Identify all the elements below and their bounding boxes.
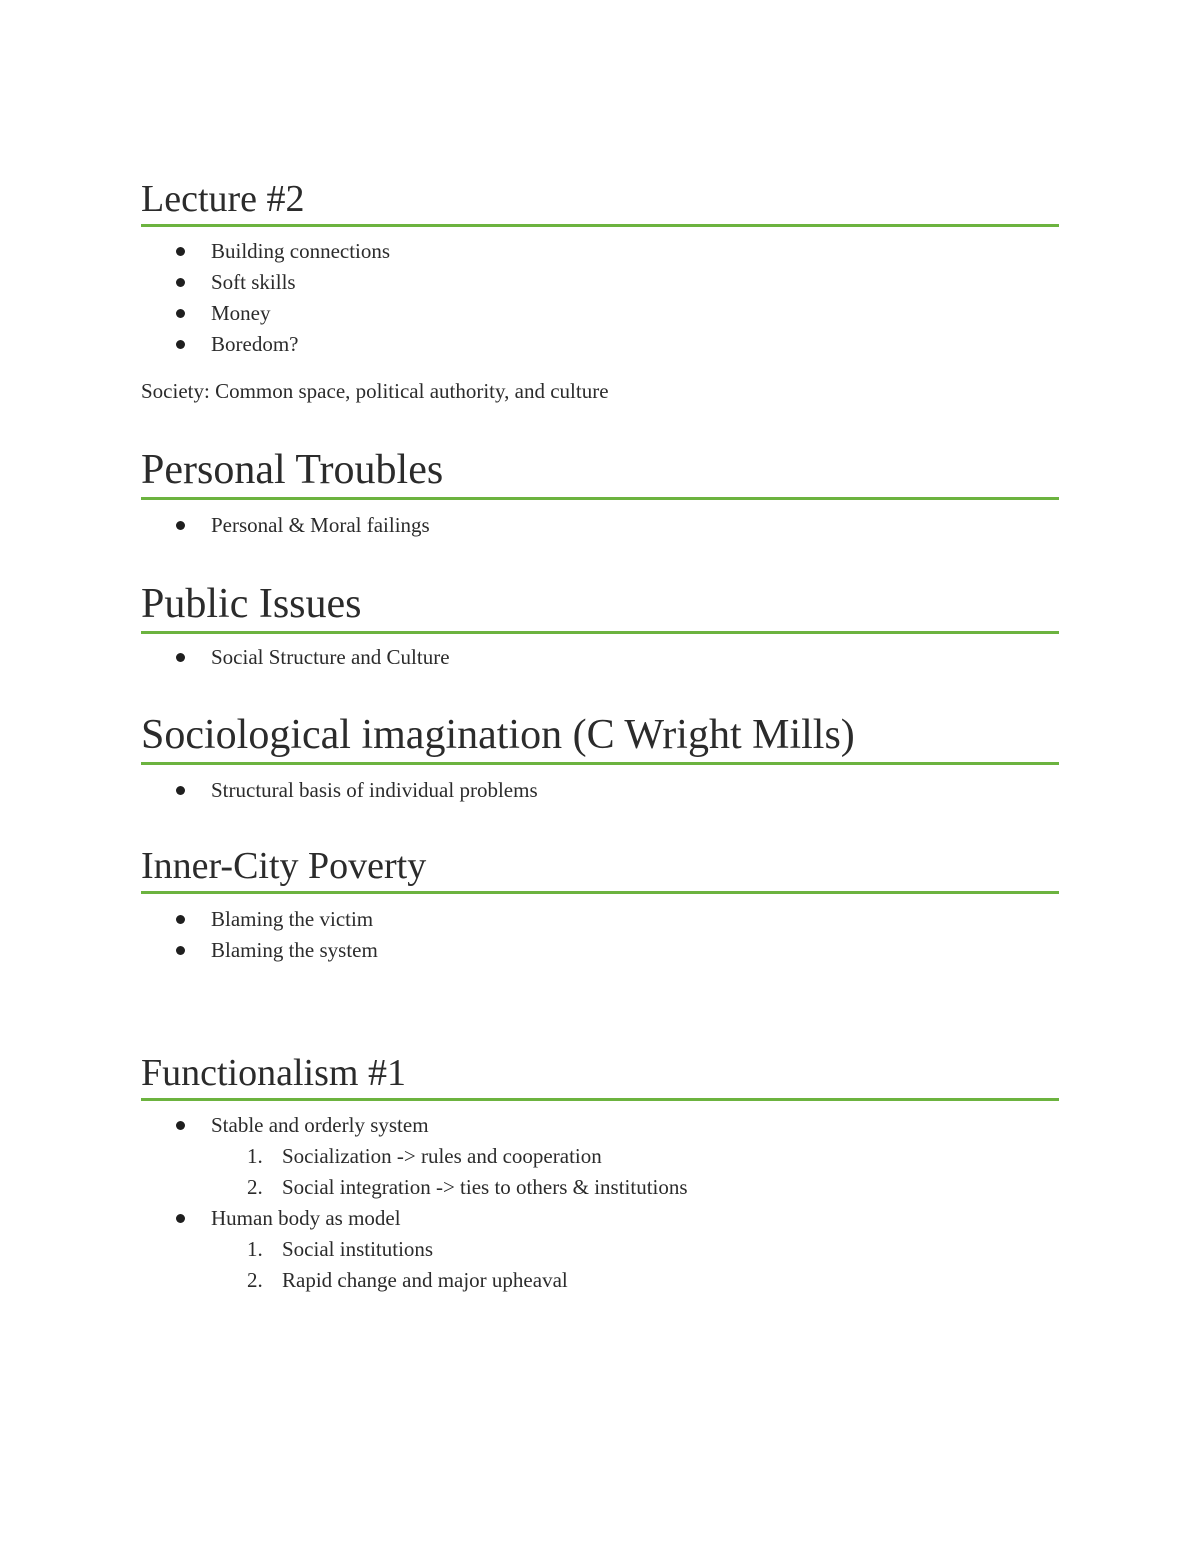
bullet-icon [176, 915, 185, 924]
list-item: Blaming the victim [141, 904, 1059, 935]
list-item: Human body as model [141, 1203, 1059, 1234]
list-item: Personal & Moral failings [141, 510, 1059, 541]
section-sociological-imagination [141, 714, 1059, 806]
list-item: Social Structure and Culture [141, 642, 1059, 673]
section-lecture-2 [141, 180, 1059, 407]
bullet-icon [176, 309, 185, 318]
numbered-item: 1. Social institutions [247, 1237, 434, 1261]
bullet-icon [176, 1121, 185, 1130]
bullet-list [141, 1110, 1059, 1296]
bullet-list [141, 236, 1059, 360]
society-definition: Society: Common space, political authority, and culture [141, 379, 609, 403]
numbered-item: 1. Socialization -> rules and cooperation [247, 1144, 602, 1168]
bullet-list [141, 904, 1059, 966]
bullet-icon [176, 278, 185, 287]
numbered-item: 2. Social integration -> ties to others & institutions [247, 1175, 688, 1199]
section-heading: Inner-City Poverty [141, 847, 1059, 894]
section-functionalism-1 [141, 1054, 1059, 1296]
bullet-icon [176, 946, 185, 955]
numbered-item: 2. Rapid change and major upheaval [247, 1268, 568, 1292]
section-heading: Personal Troubles [141, 449, 1059, 500]
list-item: Blaming the system [141, 935, 1059, 966]
bullet-icon [176, 1214, 185, 1223]
bullet-icon [176, 521, 185, 530]
section-personal-troubles [141, 449, 1059, 541]
bullet-icon [176, 786, 185, 795]
section-heading: Public Issues [141, 583, 1059, 634]
list-item: Money [141, 298, 1059, 329]
section-heading: Sociological imagination (C Wright Mills) [141, 714, 1059, 765]
list-item: Structural basis of individual problems [141, 775, 1059, 806]
list-item: Soft skills [141, 267, 1059, 298]
section-heading: Lecture #2 [141, 180, 1059, 227]
bullet-list [141, 510, 1059, 541]
bullet-list [141, 642, 1059, 673]
section-inner-city-poverty [141, 847, 1059, 966]
list-item: Building connections [141, 236, 1059, 267]
bullet-list [141, 775, 1059, 806]
bullet-icon [176, 653, 185, 662]
section-public-issues [141, 583, 1059, 673]
list-item: Boredom? [141, 329, 1059, 360]
bullet-icon [176, 340, 185, 349]
bullet-icon [176, 247, 185, 256]
list-item: Stable and orderly system [141, 1110, 1059, 1141]
section-heading: Functionalism #1 [141, 1054, 1059, 1101]
